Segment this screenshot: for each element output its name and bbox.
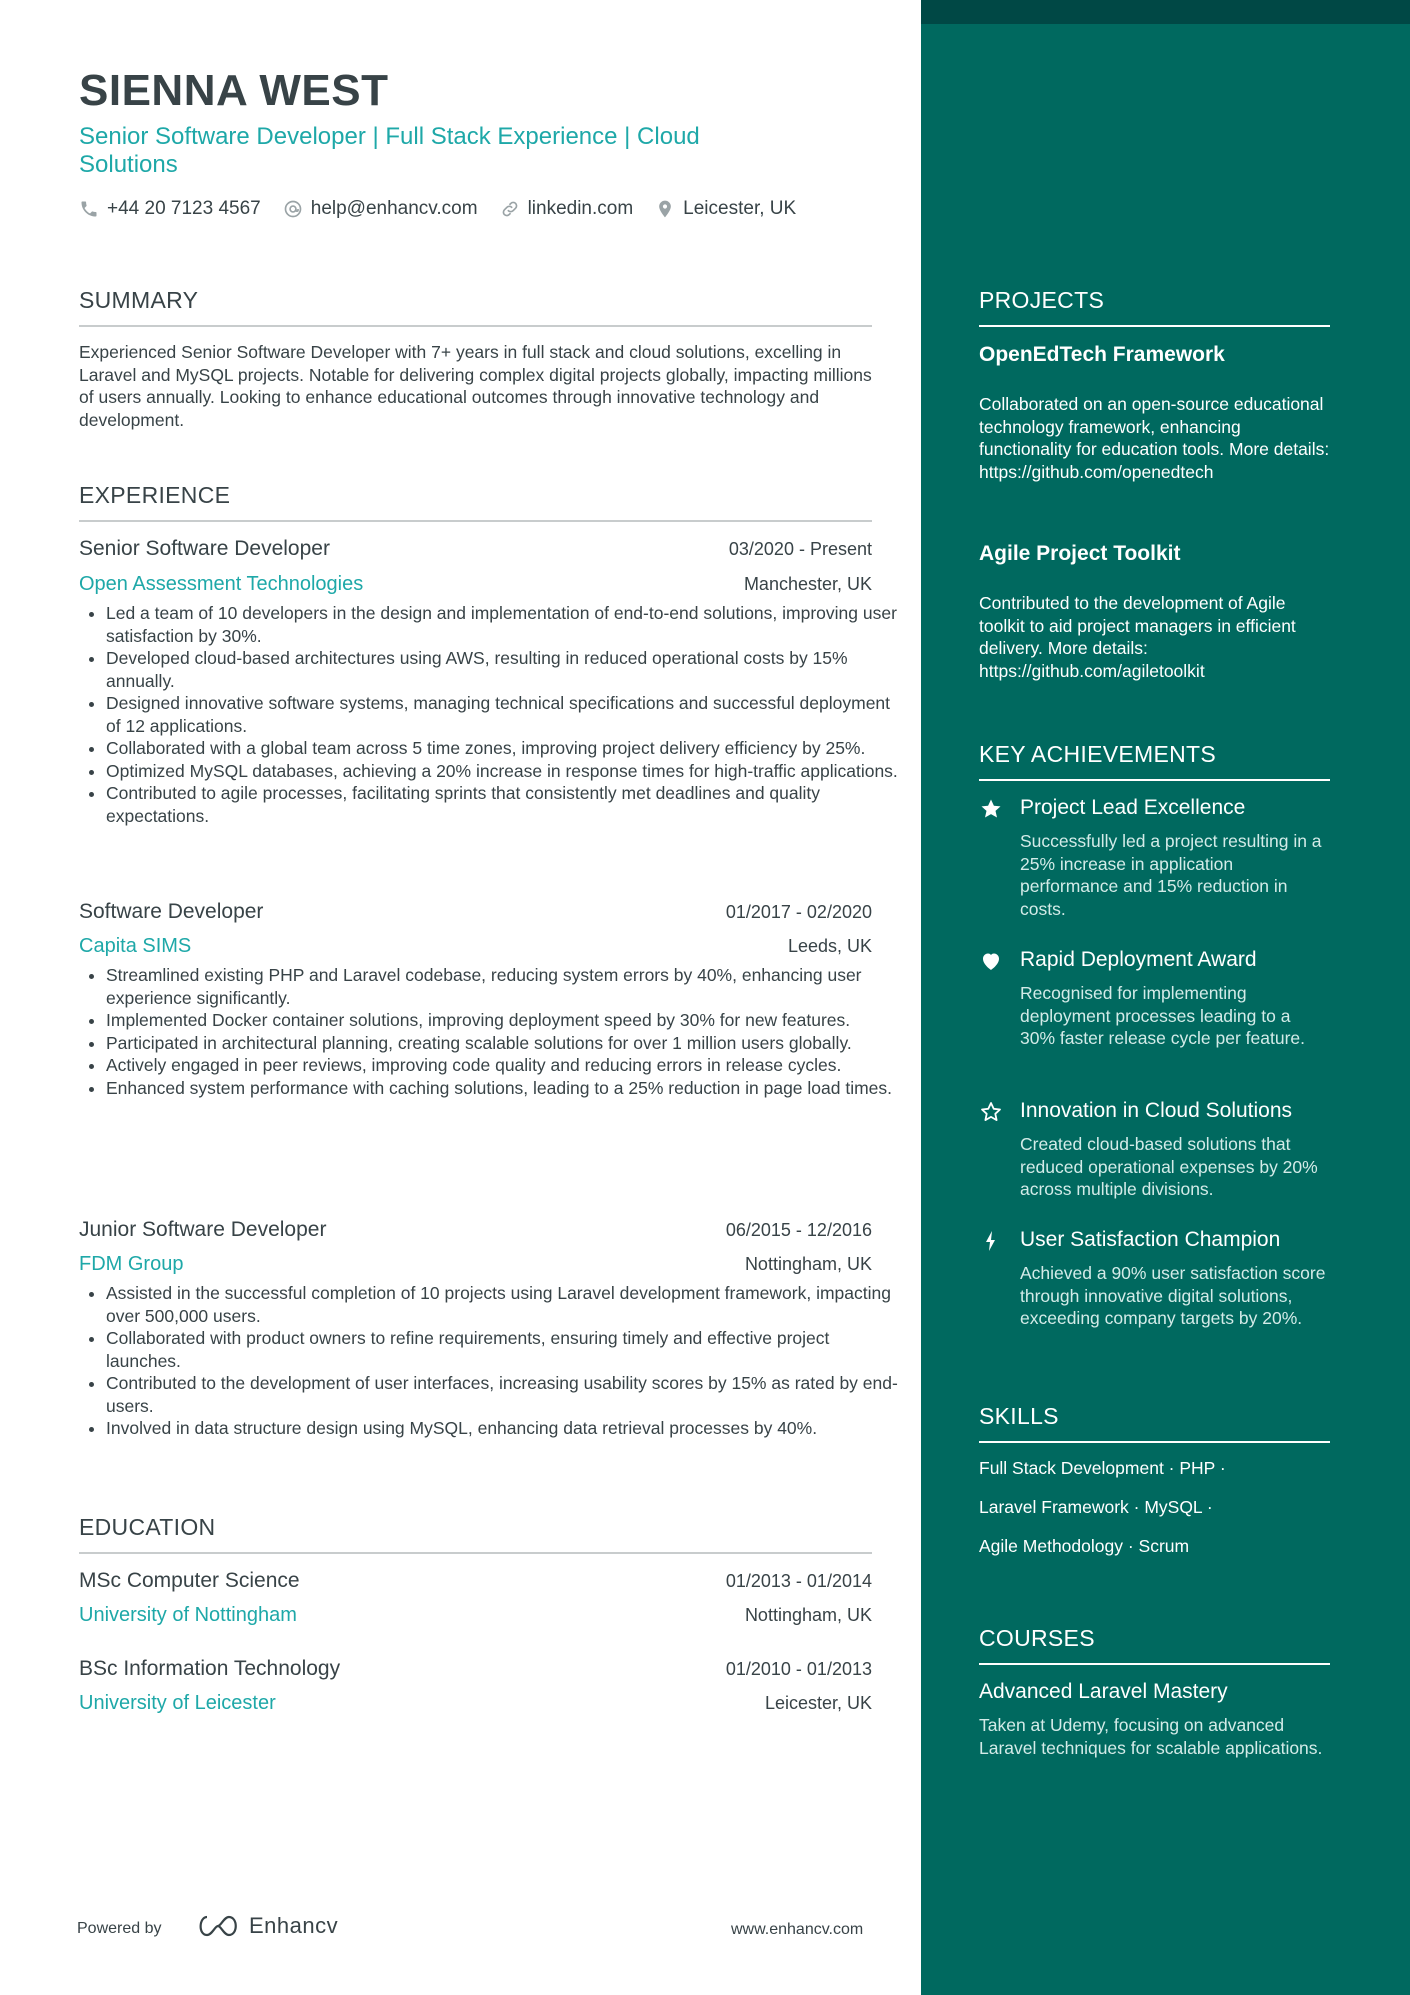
degree-dates: 01/2010 - 01/2013 <box>725 1659 872 1679</box>
job-bullets <box>79 964 906 1099</box>
at-icon <box>283 199 303 219</box>
skill-line: Full Stack Development · PHP · <box>979 1458 1226 1478</box>
skill-line: Agile Methodology · Scrum <box>979 1536 1190 1556</box>
bullet-item: • Collaborated with product owners to refine requirements, ensuring timely and effective project launches. <box>106 1327 906 1372</box>
education-divider <box>79 1552 872 1554</box>
contact-email[interactable] <box>283 198 478 220</box>
project-description: Contributed to the development of Agile toolkit to aid project managers in efficient delivery. More details: https://github.com/agiletoolkit <box>979 593 1296 681</box>
school-name[interactable]: University of Leicester <box>79 1692 276 1714</box>
enhancv-logo-icon <box>195 1913 241 1939</box>
achievement-title: User Satisfaction Champion <box>1020 1228 1281 1251</box>
experience-heading: EXPERIENCE <box>79 482 231 508</box>
experience-divider <box>79 520 872 522</box>
sidebar-top-band <box>921 0 1410 24</box>
bullet-item: • Contributed to the development of user interfaces, increasing usability scores by 15% as rated by end-users. <box>106 1372 906 1417</box>
courses-divider <box>979 1663 1330 1665</box>
enhancv-logo-text: Enhancv <box>249 1913 339 1938</box>
bullet-item: • Assisted in the successful completion of 10 projects using Laravel development framework, impacting over 500,000 users. <box>106 1282 906 1327</box>
job-bullets <box>79 602 906 827</box>
course-title: Advanced Laravel Mastery <box>979 1680 1228 1703</box>
course-description: Taken at Udemy, focusing on advanced Laravel techniques for scalable applications. <box>979 1715 1323 1758</box>
achievement-description: Successfully led a project resulting in a 25% increase in application performance and 15% reduction in costs. <box>1020 831 1322 919</box>
achievement-title: Innovation in Cloud Solutions <box>1020 1099 1293 1122</box>
courses-heading: COURSES <box>979 1625 1095 1651</box>
achievements-heading: KEY ACHIEVEMENTS <box>979 741 1217 767</box>
project-title: Agile Project Toolkit <box>979 542 1181 565</box>
job-company[interactable]: FDM Group <box>79 1253 184 1275</box>
achievements-divider <box>979 779 1330 781</box>
bullet-item: • Collaborated with a global team across 5 time zones, improving project delivery efficiency by 25%. <box>106 737 906 760</box>
bullet-item: • Optimized MySQL databases, achieving a 20% increase in response times for high-traffic applications. <box>106 760 906 783</box>
contact-phone-text: +44 20 7123 4567 <box>107 198 261 219</box>
job-bullets <box>79 1282 906 1440</box>
achievement-description: Achieved a 90% user satisfaction score through innovative digital solutions, exceeding company targets by 20%. <box>1020 1263 1326 1328</box>
contact-linkedin-text: linkedin.com <box>527 198 634 219</box>
contact-phone[interactable] <box>79 198 261 220</box>
job-company[interactable]: Open Assessment Technologies <box>79 573 364 595</box>
bullet-item: • Actively engaged in peer reviews, improving code quality and reducing errors in release cycles. <box>106 1054 906 1077</box>
job-title: Senior Software Developer <box>79 537 330 560</box>
skills-divider <box>979 1441 1330 1443</box>
projects-divider <box>979 325 1330 327</box>
enhancv-logo[interactable] <box>195 1913 338 1939</box>
heart-icon <box>979 949 1003 973</box>
achievement-description: Created cloud-based solutions that reduced operational expenses by 20% across multiple divisions. <box>1020 1134 1318 1199</box>
skills-heading: SKILLS <box>979 1403 1059 1429</box>
contact-linkedin[interactable] <box>500 198 634 220</box>
bullet-item: • Participated in architectural planning, creating scalable solutions for over 1 million users globally. <box>106 1032 906 1055</box>
summary-heading: SUMMARY <box>79 287 199 313</box>
job-company[interactable]: Capita SIMS <box>79 935 192 957</box>
achievement-description: Recognised for implementing deployment processes leading to a 30% faster release cycle per feature. <box>1020 983 1306 1048</box>
candidate-name: SIENNA WEST <box>79 66 389 115</box>
project-title: OpenEdTech Framework <box>979 343 1225 366</box>
phone-icon <box>79 199 99 219</box>
job-dates: 01/2017 - 02/2020 <box>725 902 872 922</box>
bullet-item: • Designed innovative software systems, managing technical specifications and successful deployment of 12 applications. <box>106 692 906 737</box>
job-location: Leeds, UK <box>787 936 872 956</box>
degree-title: MSc Computer Science <box>79 1569 300 1592</box>
sidebar <box>921 0 1410 1995</box>
candidate-title: Senior Software Developer | Full Stack Experience | Cloud Solutions <box>79 123 700 178</box>
bullet-item: • Streamlined existing PHP and Laravel codebase, reducing system errors by 40%, enhancing user experience significantly. <box>106 964 906 1009</box>
footer-url[interactable]: www.enhancv.com <box>731 1921 864 1938</box>
school-name[interactable]: University of Nottingham <box>79 1604 297 1626</box>
education-heading: EDUCATION <box>79 1514 216 1540</box>
bullet-item: • Enhanced system performance with caching solutions, leading to a 25% reduction in page load times. <box>106 1077 906 1100</box>
school-location: Leicester, UK <box>764 1693 872 1713</box>
bullet-item: • Developed cloud-based architectures using AWS, resulting in reduced operational costs by 15% annually. <box>106 647 906 692</box>
job-title: Software Developer <box>79 900 264 923</box>
projects-heading: PROJECTS <box>979 287 1105 313</box>
contact-location <box>655 198 796 220</box>
link-icon <box>500 199 520 219</box>
degree-title: BSc Information Technology <box>79 1657 341 1680</box>
contact-email-text: help@enhancv.com <box>310 198 478 219</box>
skill-line: Laravel Framework · MySQL · <box>979 1497 1213 1517</box>
contact-bar <box>79 198 818 220</box>
achievement-title: Project Lead Excellence <box>1020 796 1246 819</box>
summary-divider <box>79 325 872 327</box>
bullet-item: • Led a team of 10 developers in the design and implementation of end-to-end solutions, improving user satisfaction by 30%. <box>106 602 906 647</box>
degree-dates: 01/2013 - 01/2014 <box>725 1571 872 1591</box>
job-dates: 03/2020 - Present <box>728 539 872 559</box>
location-pin-icon <box>655 199 675 219</box>
school-location: Nottingham, UK <box>744 1605 872 1625</box>
footer-powered-by: Powered by <box>77 1920 162 1937</box>
lightning-icon <box>979 1229 1003 1253</box>
summary-text: Experienced Senior Software Developer with 7+ years in full stack and cloud solutions, excelling in Laravel and MySQL projects. Notable for delivering complex digital projects globally, impacting millions of users annually. Looking to enhance educational outcomes through innovative technology and development. <box>79 342 872 430</box>
job-location: Manchester, UK <box>743 574 872 594</box>
job-location: Nottingham, UK <box>744 1254 872 1274</box>
bullet-item: • Involved in data structure design using MySQL, enhancing data retrieval processes by 40%. <box>106 1417 906 1440</box>
bullet-item: • Contributed to agile processes, facilitating sprints that consistently met deadlines and quality expectations. <box>106 782 906 827</box>
contact-location-text: Leicester, UK <box>683 198 797 219</box>
job-dates: 06/2015 - 12/2016 <box>725 1220 872 1240</box>
star-filled-icon <box>979 797 1003 821</box>
star-outline-icon <box>979 1100 1003 1124</box>
bullet-item: • Implemented Docker container solutions, improving deployment speed by 30% for new features. <box>106 1009 906 1032</box>
project-description: Collaborated on an open-source educational technology framework, enhancing functionality for education tools. More details: https://github.com/openedtech <box>979 394 1330 482</box>
job-title: Junior Software Developer <box>79 1218 327 1241</box>
achievement-title: Rapid Deployment Award <box>1020 948 1257 971</box>
